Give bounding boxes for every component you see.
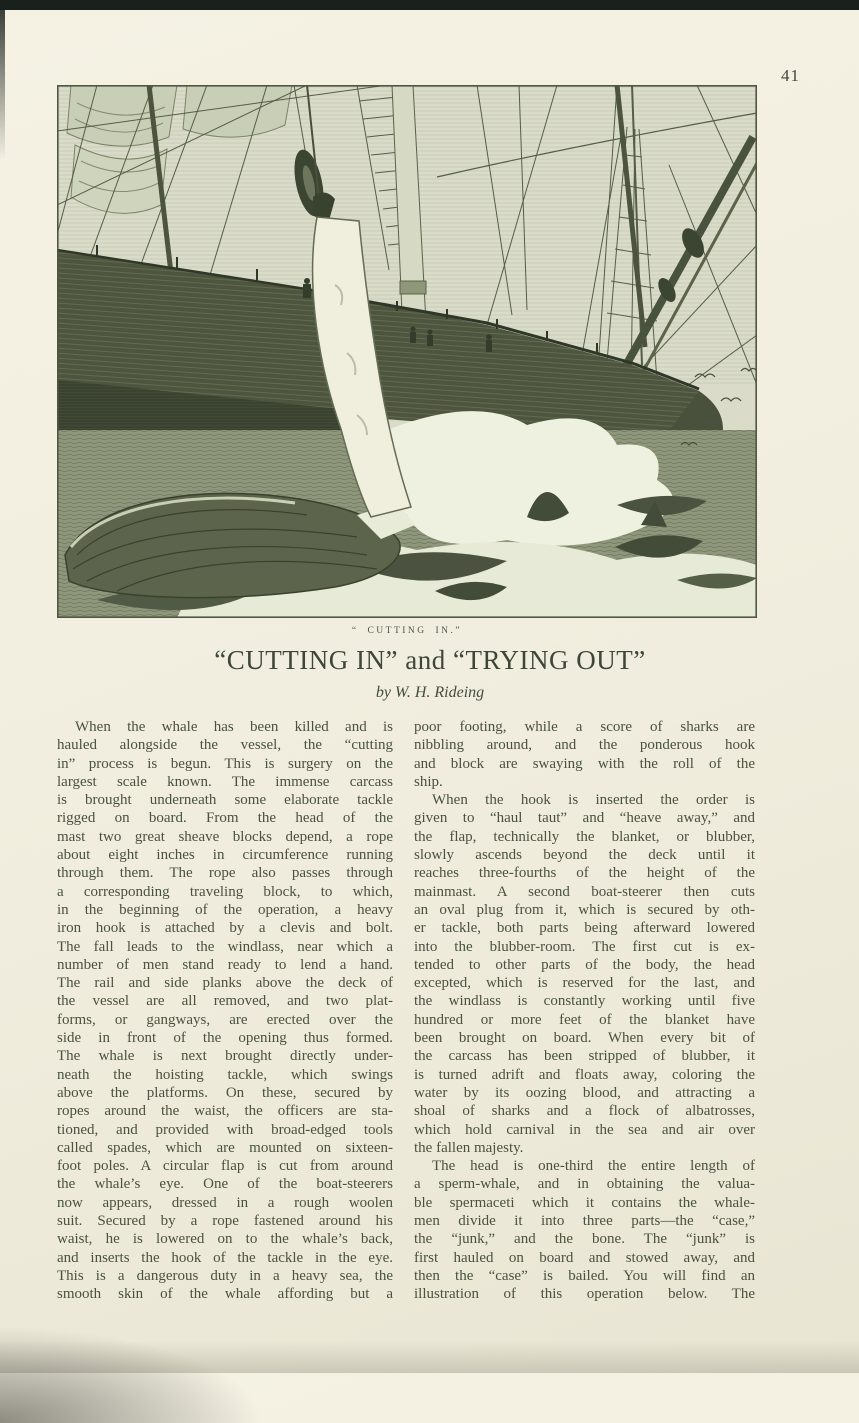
engraving-scene xyxy=(57,85,757,618)
scan-left-edge-shadow xyxy=(0,10,5,160)
text-line: ropes around the waist, the officers are sta- xyxy=(57,1103,393,1120)
engraving-illustration xyxy=(57,85,757,618)
text-line: called spades, which are mounted on sixteen- xyxy=(57,1139,393,1156)
article-title: “CUTTING IN” and “TRYING OUT” xyxy=(214,645,646,675)
text-line: largest scale known. The immense carcass xyxy=(57,773,393,790)
text-line: tioned, and provided with broad-edged tools xyxy=(57,1121,393,1138)
text-line: the whale’s eye. One of the boat-steerers xyxy=(57,1176,393,1193)
text-line: neath the hoisting tackle, which swings xyxy=(57,1066,393,1083)
text-line: hauled alongside the vessel, the “cutting xyxy=(57,737,393,754)
text-line: ship. xyxy=(414,773,443,790)
text-line: which hold carnival in the sea and air over xyxy=(414,1121,755,1138)
text-line: illustration of this operation below. The xyxy=(414,1286,755,1303)
text-line: a sperm-whale, and in obtaining the valua- xyxy=(414,1176,755,1193)
text-line: forms, or gangways, are erected over the xyxy=(57,1011,393,1028)
text-line: the carcass has been stripped of blubber, it xyxy=(414,1048,755,1065)
text-line: The whale is next brought directly under- xyxy=(57,1048,393,1065)
text-line: tended to other parts of the body, the head xyxy=(414,956,755,973)
text-line: er tackle, both parts being afterward lowered xyxy=(414,920,755,937)
text-line: poor footing, while a score of sharks are xyxy=(414,719,755,735)
text-line: a corresponding traveling block, to which, xyxy=(57,883,393,900)
text-line: When the whale has been killed and is xyxy=(75,719,393,735)
text-line: The rail and side planks above the deck of xyxy=(57,975,393,992)
text-line: ble spermaceti which it contains the whale- xyxy=(414,1194,755,1211)
text-line: reaches three-fourths of the height of the xyxy=(414,865,755,882)
text-line: slowly ascends beyond the deck until it xyxy=(414,847,755,864)
text-line: the vessel are all removed, and two plat- xyxy=(57,993,393,1010)
text-line: foot poles. A circular flap is cut from around xyxy=(57,1158,393,1175)
text-line: about eight inches in circumference running xyxy=(57,847,393,864)
text-line: is turned adrift and floats away, coloring the xyxy=(414,1066,755,1083)
text-line: smooth skin of the whale affording but a xyxy=(57,1286,393,1303)
text-line: The fall leads to the windlass, near which a xyxy=(57,938,393,955)
text-line: then the “case” is bailed. You will find an xyxy=(414,1267,755,1284)
text-line: iron hook is attached by a clevis and bolt. xyxy=(57,920,393,937)
text-line: This is a dangerous duty in a heavy sea, the xyxy=(57,1267,393,1284)
text-column-left xyxy=(57,718,393,1304)
scan-corner-shadow xyxy=(0,1313,300,1423)
text-line: in the beginning of the operation, a heavy xyxy=(57,901,393,918)
text-line: the flap, technically the blanket, or blubber, xyxy=(414,828,755,845)
text-line: water by its oozing blood, and attracting a xyxy=(414,1084,755,1101)
text-line: now appears, dressed in a rough woolen xyxy=(57,1194,393,1211)
article-byline: by W. H. Rideing xyxy=(375,684,485,701)
text-line: waist, he is lowered on to the whale’s back, xyxy=(57,1231,393,1248)
text-line: rigged on board. From the head of the xyxy=(57,810,393,827)
text-line: shoal of sharks and a flock of albatrosses, xyxy=(414,1103,755,1120)
text-line: mainmast. A second boat-steerer then cuts xyxy=(414,883,755,900)
text-line: an oval plug from it, which is secured by oth- xyxy=(414,901,755,918)
text-line: given to “haul taut” and “heave away,” and xyxy=(414,810,755,827)
text-line: is brought underneath some elaborate tackle xyxy=(57,792,393,809)
text-line: the windlass is constantly working until five xyxy=(414,993,755,1010)
text-line: men divide it into three parts—the “case,” xyxy=(414,1213,755,1230)
text-line: excepted, which is reserved for the last, and xyxy=(414,975,755,992)
text-line: number of men stand ready to lend a hand. xyxy=(57,956,393,973)
text-line: into the blubber-room. The first cut is ex- xyxy=(414,938,755,955)
text-line: The head is one-third the entire length of xyxy=(432,1158,755,1175)
text-line: the fallen majesty. xyxy=(414,1139,524,1156)
text-line: When the hook is inserted the order is xyxy=(432,792,755,809)
scan-top-shadow xyxy=(0,0,859,10)
text-line: through them. The rope also passes through xyxy=(57,865,393,882)
text-line: the “junk,” and the bone. The “junk” is xyxy=(414,1231,755,1248)
text-line: hundred or more feet of the blanket have xyxy=(414,1011,755,1028)
text-line: first hauled on board and stowed away, and xyxy=(414,1249,755,1266)
illustration-caption: “ CUTTING IN.” xyxy=(351,626,463,636)
text-line: been brought on board. When every bit of xyxy=(414,1030,755,1047)
text-line: and inserts the hook of the tackle in the eye. xyxy=(57,1249,393,1266)
text-line: above the platforms. On these, secured by xyxy=(57,1084,393,1101)
page-number: 41 xyxy=(781,66,800,85)
text-line: and block are swaying with the roll of the xyxy=(414,755,755,772)
text-line: side in front of the opening thus formed. xyxy=(57,1030,393,1047)
text-line: nibbling around, and the ponderous hook xyxy=(414,737,755,754)
text-line: in” process is begun. This is surgery on the xyxy=(57,755,393,772)
text-column-right xyxy=(414,718,755,1304)
text-line: mast two great sheave blocks depend, a rope xyxy=(57,828,393,845)
text-line: suit. Secured by a rope fastened around his xyxy=(57,1213,393,1230)
